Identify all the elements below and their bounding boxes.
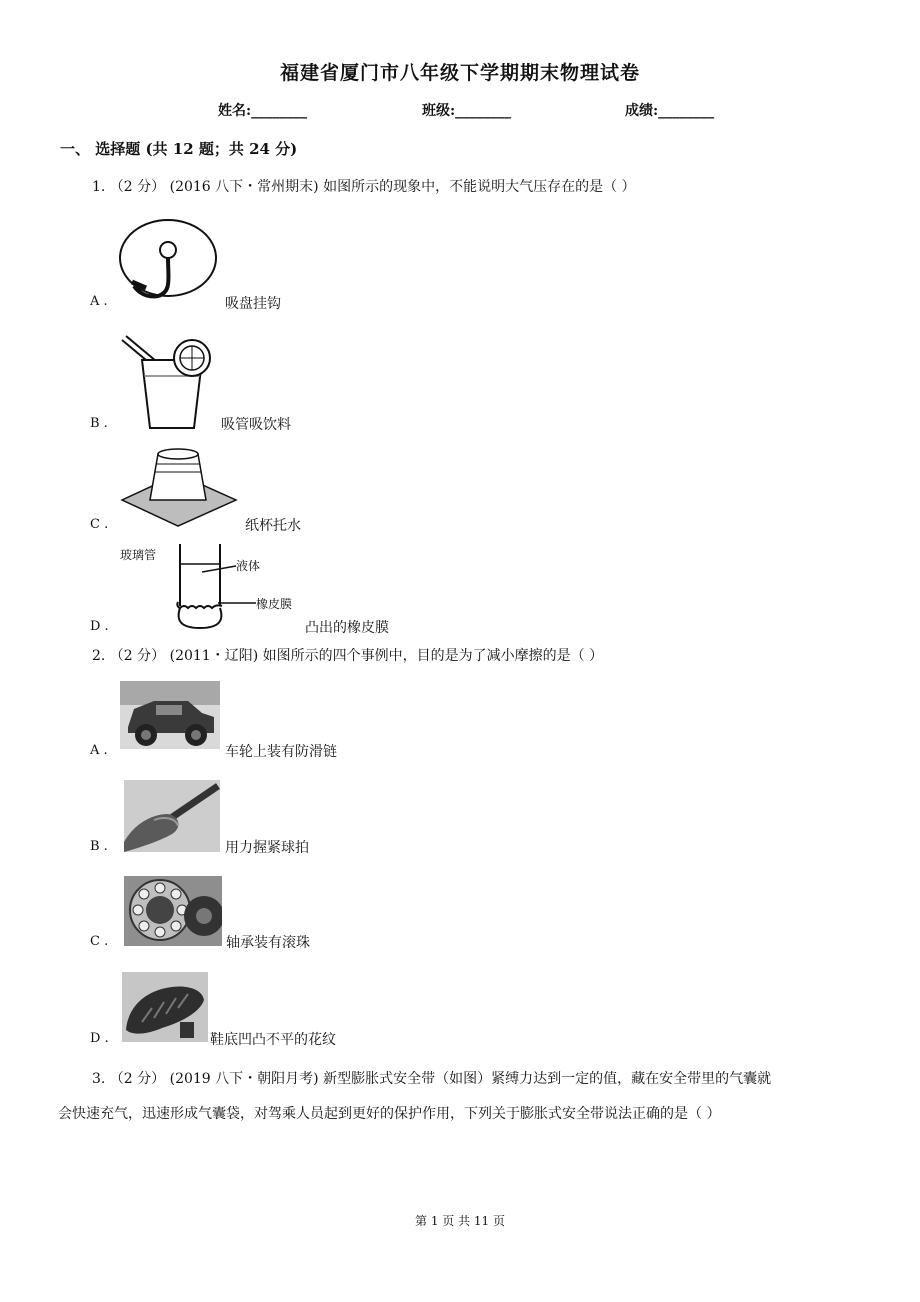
class-field: 班级:________ <box>422 103 512 119</box>
q1-option-d-caption: 凸出的橡皮膜 <box>305 620 389 636</box>
name-field: 姓名:________ <box>218 103 308 119</box>
exam-title: 福建省厦门市八年级下学期期末物理试卷 <box>279 62 640 84</box>
q2-option-d-caption: 鞋底凹凸不平的花纹 <box>210 1032 336 1048</box>
label-liquid: 液体 <box>236 559 261 573</box>
question-1-stem: 1. （2 分） (2016 八下・常州期末) 如图所示的现象中，不能说明大气压存在的是（ ） <box>92 179 636 195</box>
q2-option-a-letter[interactable]: A . <box>90 743 108 758</box>
shoe-sole-photo <box>122 972 208 1042</box>
q2-option-b-letter[interactable]: B . <box>90 839 108 854</box>
question-2-stem: 2. （2 分） (2011・辽阳) 如图所示的四个事例中，目的是为了减小摩擦的是（ ） <box>92 648 604 664</box>
suction-hook-figure <box>118 212 218 312</box>
q1-option-a-caption: 吸盘挂钩 <box>225 296 281 312</box>
q1-option-b-letter[interactable]: B . <box>90 416 108 431</box>
question-3-line-2: 会快速充气，迅速形成气囊袋，对驾乘人员起到更好的保护作用，下列关于膨胀式安全带说法正确的是（ ） <box>58 1106 721 1122</box>
section-heading: 一、 选择题 (共 12 题；共 24 分) <box>60 140 298 158</box>
label-glass-tube: 玻璃管 <box>120 548 157 562</box>
racket-grip-photo <box>124 780 220 852</box>
q2-option-a-caption: 车轮上装有防滑链 <box>225 744 337 760</box>
q2-option-b-caption: 用力握紧球拍 <box>225 840 309 856</box>
question-3-line-1: 3. （2 分） (2019 八下・朝阳月考) 新型膨胀式安全带（如图）紧缚力达到一定的值，藏在安全带里的气囊就 <box>92 1071 772 1087</box>
q1-option-d-letter[interactable]: D . <box>90 619 109 634</box>
q1-option-c-letter[interactable]: C . <box>90 517 109 532</box>
car-chains-photo <box>120 681 220 749</box>
label-rubber-membrane: 橡皮膜 <box>256 597 293 611</box>
score-field: 成绩:________ <box>625 103 715 119</box>
paper-cup-figure <box>118 444 238 530</box>
q1-option-b-caption: 吸管吸饮料 <box>221 417 291 433</box>
figure-pointer-lines <box>196 560 256 610</box>
q2-option-d-letter[interactable]: D . <box>90 1031 109 1046</box>
q1-option-c-caption: 纸杯托水 <box>245 518 301 534</box>
q2-option-c-letter[interactable]: C . <box>90 934 109 949</box>
straw-drink-figure <box>118 328 218 434</box>
page-footer: 第 1 页 共 11 页 <box>415 1214 505 1228</box>
q1-option-a-letter[interactable]: A . <box>90 294 108 309</box>
ball-bearing-photo <box>124 876 222 946</box>
q2-option-c-caption: 轴承装有滚珠 <box>226 935 310 951</box>
